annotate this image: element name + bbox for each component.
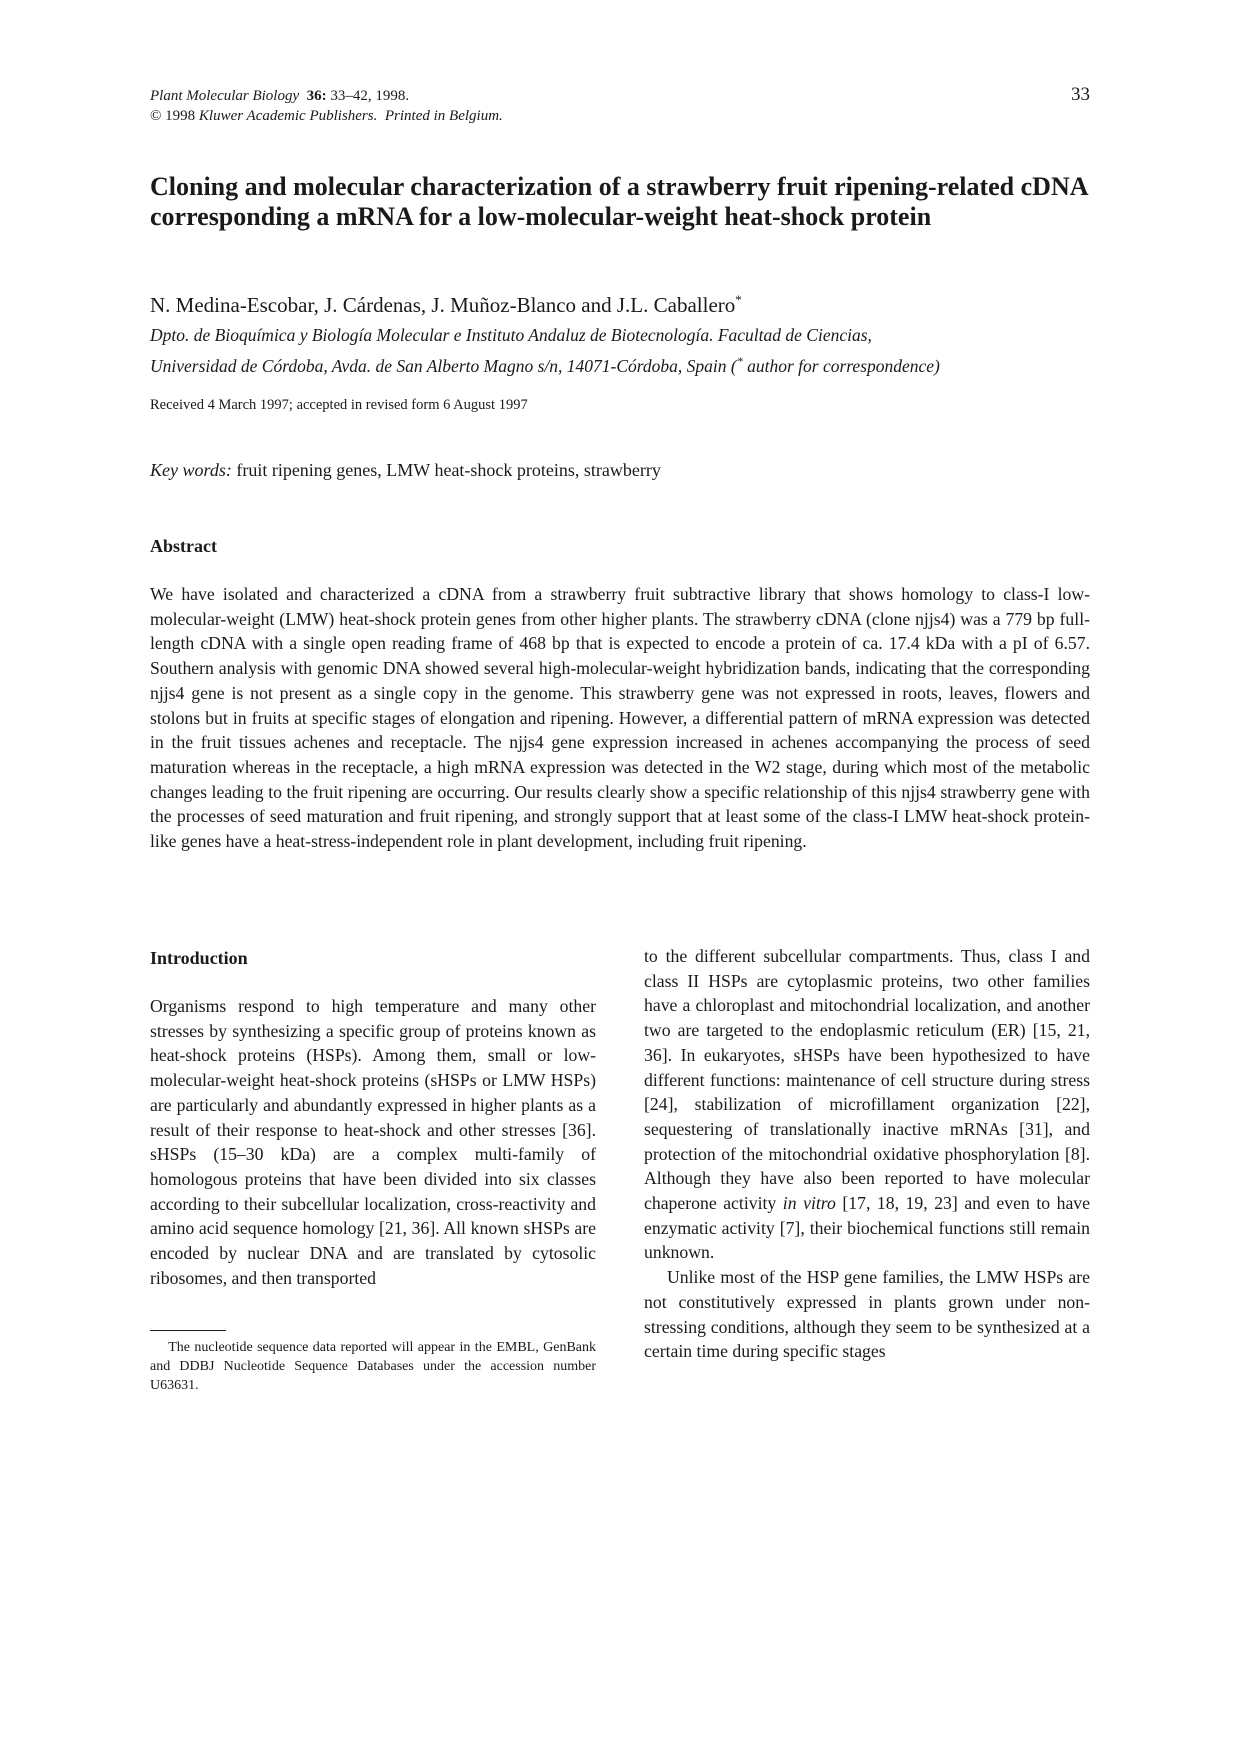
introduction-left-column: Organisms respond to high temperature and many other stresses by synthesizing a specific group of proteins known as heat-shock proteins (HSPs). Among them, small or low-molecular-weight heat-shock proteins (sHSPs or LMW HSPs) are particularly and abundantly expressed in higher plants as a result of their response to heat-shock and other stresses [36]. sHSPs (15–30 kDa) are a complex multi-family of homologous proteins that have been divided into six classes according to their subcellular localization, cross-reactivity and amino acid sequence homology [21, 36]. All known sHSPs are encoded by nuclear DNA and are translated by cytosolic ribosomes, and then transported [150,996,596,1288]
intro-para-part-b: [17, 18, 19, 23] and even to have enzymatic activity [7], their biochemical functions still remain unknown. [644,1193,1090,1263]
journal-citation [150,86,503,106]
intro-para-italic: in vitro [782,1193,836,1214]
intro-para-part-a: to the different subcellular compartments. Thus, class I and class II HSPs are cytoplasmic proteins, two other families have a chloroplast and mitochondrial localization, and another two are targeted to the endoplasmic reticulum (ER) [15, 21, 36]. In eukaryotes, sHSPs have been hypothesized to have different functions: maintenance of cell structure during stress [24], stabilization of microfillament organization [22], sequestering of translationally inactive mRNAs [31], and protection of the mitochondrial oxidative phosphorylation [8]. Although they have also been reported to have molecular chaperone activity [644,946,1090,1214]
abstract-heading: Abstract [150,536,217,556]
printed-location: Printed in Belgium. [384,108,503,124]
copyright-line [150,106,503,126]
article-title: Cloning and molecular characterization of a strawberry fruit ripening-related cDNA corresponding a mRNA for a low-molecular-weight heat-shock protein [150,172,1088,231]
keywords-label: Key words: [150,460,232,480]
journal-pages: 33–42, 1998. [330,88,410,104]
journal-name: Plant Molecular Biology [150,88,300,104]
author-names: N. Medina-Escobar, J. Cárdenas, J. Muñoz-Blanco and J.L. Caballero [150,293,736,317]
journal-volume: 36: [306,88,327,104]
affiliation-line-2 [150,348,1110,379]
author-list [150,292,742,318]
introduction-heading: Introduction [150,948,248,968]
affiliation-marker: * [736,354,743,368]
affiliation [150,322,1110,379]
corresponding-marker: * [735,292,742,307]
publisher: Kluwer Academic Publishers. [198,108,378,124]
footnote-rule [150,1330,226,1331]
copyright-symbol: © [150,108,162,124]
abstract-text: We have isolated and characterized a cDNA from a strawberry fruit subtractive library that shows homology to class-I low-molecular-weight (LMW) heat-shock protein genes from other higher plants. The strawberry cDNA (clone njjs4) was a 779 bp full-length cDNA with a single open reading frame of 468 bp that is expected to encode a protein of ca. 17.4 kDa with a pI of 6.57. Southern analysis with genomic DNA showed several high-molecular-weight hybridization bands, indicating that the corresponding njjs4 gene is not present as a single copy in the genome. This strawberry gene was not expressed in roots, leaves, flowers and stolons but in fruits at specific stages of elongation and ripening. However, a differential pattern of mRNA expression was detected in the fruit tissues achenes and receptacle. The njjs4 gene expression increased in achenes accompanying the process of seed maturation whereas in the receptacle, a high mRNA expression was detected in the W2 stage, during which most of the metabolic changes leading to the fruit ripening are occurring. Our results clearly show a specific relationship of this njjs4 strawberry gene with the processes of seed maturation and fruit ripening, and strongly support that at least some of the class-I LMW heat-shock protein-like genes have a heat-stress-independent role in plant development, including fruit ripening. [150,584,1090,852]
introduction-right-column [644,944,1090,1364]
received-dates: Received 4 March 1997; accepted in revised form 6 August 1997 [150,397,528,413]
intro-paragraph-continued [644,944,1090,1265]
affiliation-line-2-end: author for correspondence) [742,355,940,376]
keywords [150,460,661,481]
affiliation-line-1: Dpto. de Bioquímica y Biología Molecular e Instituto Andaluz de Biotecnología. Facultad de Ciencias, [150,325,872,345]
running-header [150,86,503,126]
keywords-text: fruit ripening genes, LMW heat-shock proteins, strawberry [231,460,661,480]
intro-paragraph-2: Unlike most of the HSP gene families, the LMW HSPs are not constitutively expressed in plants grown under non-stressing conditions, although they seem to be synthesized at a certain time during specific stages [644,1267,1090,1362]
page-number: 33 [1071,84,1090,105]
footnote: The nucleotide sequence data reported will appear in the EMBL, GenBank and DDBJ Nucleotide Sequence Databases under the accession number U63631. [150,1340,596,1393]
copyright-year: 1998 [165,108,196,124]
affiliation-line-2-start: Universidad de Córdoba, Avda. de San Alberto Magno s/n, 14071-Córdoba, Spain ( [150,355,737,376]
